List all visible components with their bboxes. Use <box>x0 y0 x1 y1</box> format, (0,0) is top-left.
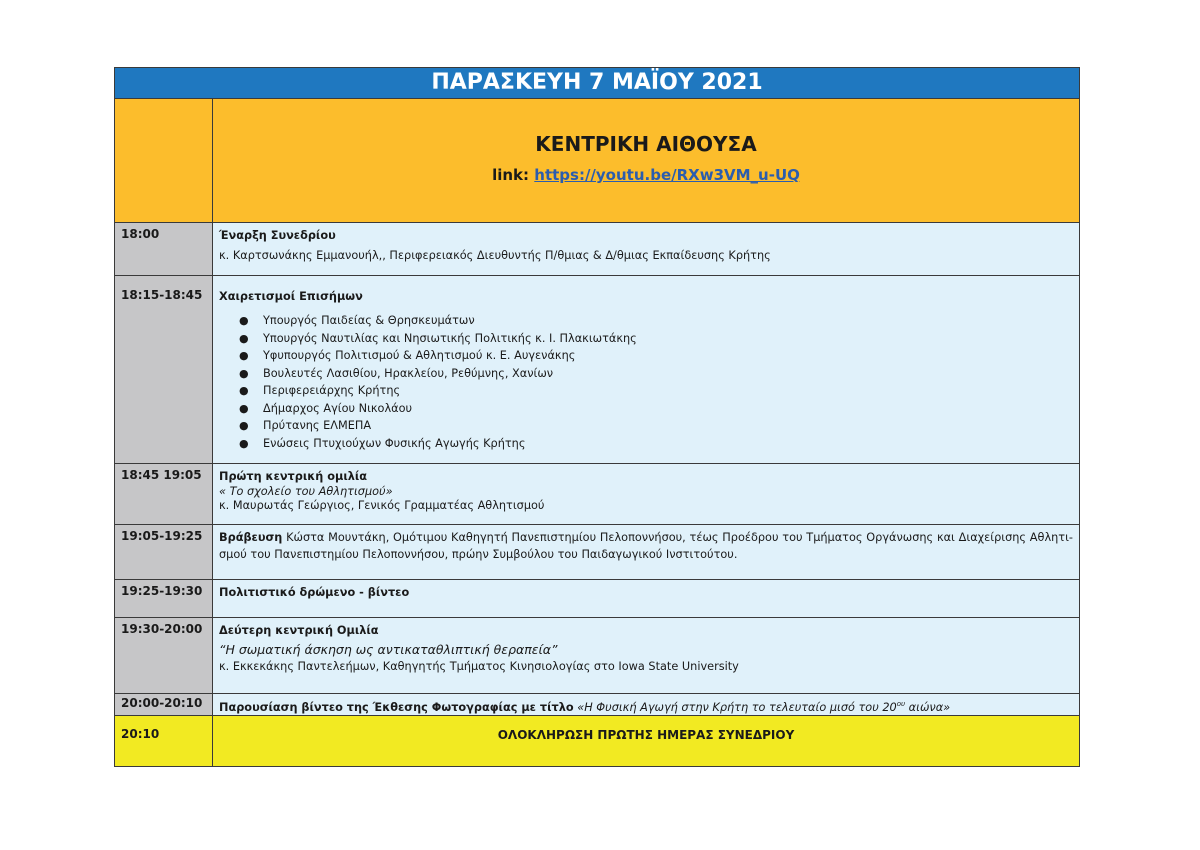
session-row-cultural <box>115 580 1079 618</box>
session-row-award <box>115 525 1079 580</box>
list-item: ● Ενώσεις Πτυχιούχων Φυσικής Αγωγής Κρήτης <box>263 435 1073 453</box>
list-item: ● Υπουργός Ναυτιλίας και Νησιωτικής Πολιτικής κ. Ι. Πλακιωτάκης <box>263 330 1073 348</box>
session-row-opening <box>115 223 1079 276</box>
link-label: link: <box>492 166 530 184</box>
exhibition-title-main: «Η Φυσική Αγωγή στην Κρήτη το τελευταίο μισό του 20 <box>577 700 897 714</box>
session-title: Δεύτερη κεντρική Ομιλία <box>219 624 379 637</box>
list-item: ● Δήμαρχος Αγίου Νικολάου <box>263 400 1073 418</box>
hall-time-cell <box>115 99 213 222</box>
session-content <box>213 618 1079 693</box>
session-detail: Κώστα Μουντάκη, Ομότιμου Καθηγητή Πανεπιστημίου Πελοποννήσου, τέως Προέδρου του Τμήματος Οργάνωσης και Διαχείρισης Αθλητι-σμού του Πανεπιστημίου Πελοποννήσου, πρώην Συμβούλου του Παιδαγωγικού Ινστιτούτου. <box>219 531 1073 561</box>
exhibition-title <box>577 701 950 714</box>
session-content <box>213 276 1079 463</box>
hall-link-line <box>219 167 1073 184</box>
session-row-greetings <box>115 276 1079 464</box>
session-title: Παρουσίαση βίντεο της Έκθεσης Φωτογραφίας με τίτλο <box>219 700 574 714</box>
list-item: ● Υφυπουργός Πολιτισμού & Αθλητισμού κ. Ε. Αυγενάκης <box>263 347 1073 365</box>
session-row-second-keynote <box>115 618 1079 694</box>
session-subtitle: « Το σχολείο του Αθλητισμού» <box>219 485 393 498</box>
list-item: ● Βουλευτές Λασιθίου, Ηρακλείου, Ρεθύμνης, Χανίων <box>263 365 1073 383</box>
hall-row <box>115 99 1079 223</box>
session-detail: κ. Καρτσωνάκης Εμμανουήλ,, Περιφερειακός Διευθυντής Π/θμιας & Δ/θμιας Εκπαίδευσης Κρήτης <box>219 249 771 262</box>
session-title: Πολιτιστικό δρώμενο - βίντεο <box>219 586 410 599</box>
program-table <box>114 67 1080 767</box>
list-item: ● Υπουργός Παιδείας & Θρησκευμάτων <box>263 312 1073 330</box>
session-detail: κ. Εκκεκάκης Παντελεήμων, Καθηγητής Τμήματος Κινησιολογίας στο Iowa State University <box>219 660 739 673</box>
session-detail: κ. Μαυρωτάς Γεώργιος, Γενικός Γραμματέας Αθλητισμού <box>219 499 545 512</box>
session-time: 19:25-19:30 <box>115 580 213 617</box>
exhibition-title-end: αιώνα» <box>905 700 951 714</box>
date-title: ΠΑΡΑΣΚΕΥΗ 7 ΜΑΪΟΥ 2021 <box>115 68 1079 99</box>
session-content <box>213 694 1079 715</box>
session-content <box>213 525 1079 579</box>
session-time: 18:00 <box>115 223 213 275</box>
session-title: Βράβευση <box>219 531 283 544</box>
session-time: 20:00-20:10 <box>115 694 213 715</box>
session-time: 19:30-20:00 <box>115 618 213 693</box>
session-title: Έναρξη Συνεδρίου <box>219 229 336 242</box>
session-row-photo-exhibition <box>115 694 1079 716</box>
session-content <box>213 580 1079 617</box>
list-item: ● Περιφερειάρχης Κρήτης <box>263 382 1073 400</box>
exhibition-superscript: ου <box>896 700 906 708</box>
session-row-first-keynote <box>115 464 1079 525</box>
session-subtitle: “Η σωματική άσκηση ως αντικαταθλιπτική θεραπεία” <box>219 642 558 657</box>
hall-title: ΚΕΝΤΡΙΚΗ ΑΙΘΟΥΣΑ <box>535 132 757 156</box>
session-time: 18:45 19:05 <box>115 464 213 524</box>
session-title: Χαιρετισμοί Επισήμων <box>219 290 363 303</box>
closing-time: 20:10 <box>115 716 213 766</box>
closing-row <box>115 716 1079 766</box>
session-content <box>213 223 1079 275</box>
session-time: 18:15-18:45 <box>115 276 213 463</box>
greetings-list <box>219 312 1073 452</box>
session-content <box>213 464 1079 524</box>
list-item: ● Πρύτανης ΕΛΜΕΠΑ <box>263 417 1073 435</box>
closing-text: ΟΛΟΚΛΗΡΩΣΗ ΠΡΩΤΗΣ ΗΜΕΡΑΣ ΣΥΝΕΔΡΙΟΥ <box>213 716 1079 766</box>
hall-cell <box>213 99 1079 222</box>
session-title: Πρώτη κεντρική ομιλία <box>219 470 368 483</box>
youtube-link[interactable]: https://youtu.be/RXw3VM_u-UQ <box>534 166 800 184</box>
session-time: 19:05-19:25 <box>115 525 213 579</box>
